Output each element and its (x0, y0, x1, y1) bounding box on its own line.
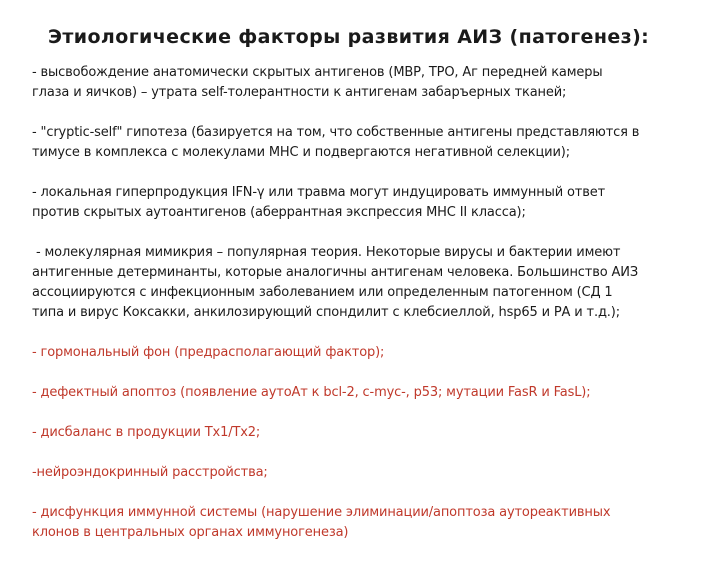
slide-content (32, 63, 697, 563)
text-line: против скрытых аутоантигенов (аберрантная экспрессия МНС II класса); (32, 205, 526, 220)
text-line: - локальная гиперпродукция IFN-γ или травма могут индуцировать иммунный ответ (32, 185, 605, 200)
text-line: - дисфункция иммунной системы (нарушение элиминации/апоптоза аутореактивных (32, 505, 611, 520)
text-line: -нейроэндокринный расстройства; (32, 465, 268, 480)
text-line: - дисбаланс в продукции Тх1/Тх2; (32, 425, 261, 440)
text-line: глаза и яичков) – утрата self-толерантности к антигенам забаръерных тканей; (32, 85, 567, 100)
paragraph-molecular-mimicry (32, 243, 697, 323)
slide-title: Этиологические факторы развития АИЗ (патогенез): (48, 26, 650, 48)
text-line: - молекулярная мимикрия – популярная теория. Некоторые вирусы и бактерии имеют (32, 245, 621, 260)
paragraph-th-imbalance (32, 423, 697, 443)
paragraph-ifn-gamma (32, 183, 697, 223)
paragraph-anatomic-antigens (32, 63, 697, 103)
paragraph-cryptic-self (32, 123, 697, 163)
paragraph-neuroendocrine (32, 463, 697, 483)
text-line: ассоциируются с инфекционным заболеванием или определенным патогенном (СД 1 (32, 285, 613, 300)
text-line: - высвобождение анатомически скрытых антигенов (МВР, ТРО, Аг передней камеры (32, 65, 603, 80)
text-line: типа и вирус Коксакки, анкилозирующий спондилит с клебсиеллой, hsp65 и РА и т.д.); (32, 305, 620, 320)
text-line: антигенные детерминанты, которые аналогичны антигенам человека. Большинство АИЗ (32, 265, 639, 280)
text-line: клонов в центральных органах иммуногенеза) (32, 525, 349, 540)
paragraph-apoptosis (32, 383, 697, 403)
text-line: тимусе в комплекса с молекулами МНС и подвергаются негативной селекции); (32, 145, 570, 160)
text-line: - гормональный фон (предрасполагающий фактор); (32, 345, 385, 360)
paragraph-immune-dysfunction (32, 503, 697, 543)
text-line: - дефектный апоптоз (появление аутоАт к bcl-2, c-myc-, p53; мутации FasR и FasL); (32, 385, 591, 400)
text-line: - "cryptic-self" гипотеза (базируется на том, что собственные антигены представляются в (32, 125, 640, 140)
paragraph-hormonal (32, 343, 697, 363)
